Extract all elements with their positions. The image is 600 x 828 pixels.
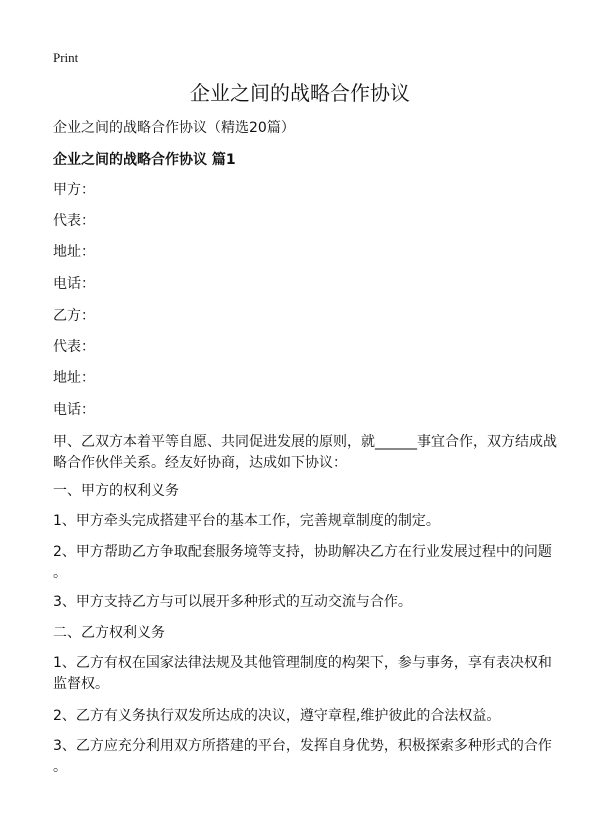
part-b-heading: 二、乙方权利义务 (53, 625, 165, 641)
text-line: 3、乙方应充分利用双方所搭建的平台，发挥自身优势，积极探索多种形式的合作 (53, 738, 552, 754)
text-line: 。 (53, 759, 67, 775)
part-a-item-3 (53, 592, 412, 613)
part-b-item-2 (53, 706, 500, 727)
text-line: 3、甲方支持乙方与可以展开多种形式的互动交流与合作。 (53, 594, 412, 610)
document-title: 企业之间的战略合作协议 (190, 81, 410, 105)
part-a-item-2 (53, 542, 552, 584)
text-line: 2、乙方有义务执行双发所达成的决议，遵守章程,维护彼此的合法权益。 (53, 708, 501, 724)
field-party-b: 乙方： (53, 308, 95, 324)
text-line: 略合作伙伴关系。经友好协商，达成如下协议： (53, 455, 347, 471)
part-b-item-1 (53, 653, 552, 695)
document-subtitle: 企业之间的战略合作协议（精选20篇） (53, 120, 295, 136)
field-party-a: 甲方： (53, 182, 95, 198)
part-b-item-3 (53, 736, 552, 778)
text-line: 2、甲方帮助乙方争取配套服务境等支持，协助解决乙方在行业发展过程中的问题 (53, 544, 552, 560)
field-party-b-rep: 代表： (53, 339, 95, 355)
text-line: 。 (53, 565, 67, 581)
section-heading: 企业之间的战略合作协议 篇1 (53, 152, 236, 168)
field-party-a-phone: 电话： (53, 276, 95, 292)
field-party-a-address: 地址： (53, 244, 95, 260)
field-party-a-rep: 代表： (53, 213, 95, 229)
field-party-b-phone: 电话： (53, 402, 95, 418)
text-line: 监督权。 (53, 676, 109, 692)
intro-paragraph (53, 432, 557, 474)
text-line: 1、乙方有权在国家法律法规及其他管理制度的构架下，参与事务，享有表决权和 (53, 655, 552, 671)
text-line: 甲、乙双方本着平等自愿、共同促进发展的原则，就______事宜合作，双方结成战 (53, 434, 557, 450)
part-a-item-1 (53, 511, 440, 532)
print-link[interactable]: Print (53, 50, 79, 65)
field-party-b-address: 地址： (53, 370, 95, 386)
part-a-heading: 一、甲方的权利义务 (53, 483, 179, 499)
text-line: 1、甲方牵头完成搭建平台的基本工作，完善规章制度的制定。 (53, 513, 440, 529)
